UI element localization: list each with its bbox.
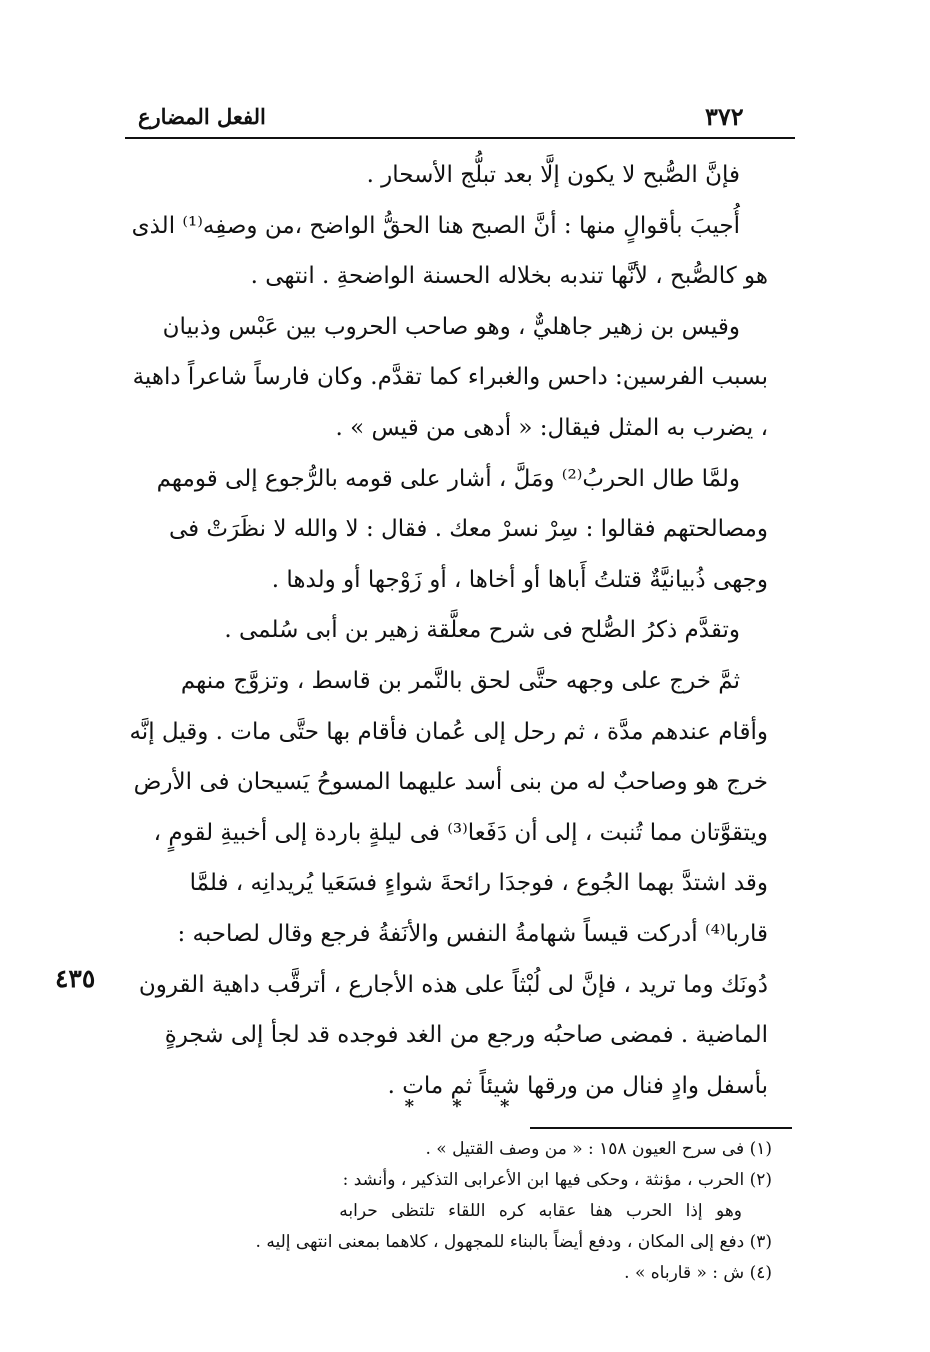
footnote-3: (٣) دفع إلى المكان ، ودفع أيضاً بالبناء للمجهول ، كلاهما بمعنى انتهى إليه . xyxy=(255,1232,772,1252)
paragraph-2: أُجيبَ بأقوالٍ منها : أنَّ الصبح هنا الحقُّ الواضح ،من وصفِه⁽¹⁾ الذى هو كالصُّبح ، لأنَّها تندبه بخلاله الحسنة الواضحةِ . انتهى . xyxy=(131,212,768,290)
footnote-4: (٤) ش : « قارباه » . xyxy=(624,1263,772,1283)
paragraph-5: وتقدَّم ذكرُ الصُّلح فى شرح معلَّقة زهير بن أبى سُلمى . xyxy=(224,617,740,644)
footnote-1: (١) فى سرح العيون ١٥٨ : « من وصف القتيل » . xyxy=(425,1139,772,1159)
paragraph-1: فإنَّ الصُّبح لا يكون إلَّا بعد تبلُّج الأسحار . xyxy=(366,162,740,188)
margin-page-number: ٤٣٥ xyxy=(55,964,96,993)
paragraph-3: وقيس بن زهير جاهليٌّ ، وهو صاحب الحروب بين عَبْس وذبيان بسبب الفرسين: داحس والغبراء كما تقدَّم. وكان فارساً شاعراً داهية ، يضرب به المثل فيقال: « أدهى من قيس » . xyxy=(132,313,768,441)
running-title: الفعل المضارع xyxy=(138,104,266,129)
paragraph-4: ولمَّا طال الحربُ⁽²⁾ ومَلَّ ، أشار على قومه بالرُّجوع إلى قومهم ومصالحتهم فقالوا : سِرْ نسرْ معك . فقال : لا والله لا نظَرَتْ فى وجهى ذُبيانيَّةٌ قتلتُ أَباها أو أخاها ، أو زَوْجها أو ولدها . xyxy=(156,465,768,593)
footnote-2: (٢) الحرب ، مؤنثة ، وحكى فيها ابن الأعرابى التذكير ، وأنشد : xyxy=(342,1170,772,1190)
footnote-verse: وهو إذا الحرب هفا عقابه كره اللقاء تلتظى حرابه xyxy=(339,1201,742,1221)
page-number: ٣٧٢ xyxy=(705,102,744,131)
header-rule xyxy=(125,137,795,139)
footnotes xyxy=(160,1134,772,1289)
section-separator: * * * xyxy=(404,1096,526,1117)
footnote-rule xyxy=(530,1127,792,1129)
main-text xyxy=(128,150,768,1111)
paragraph-6: ثمَّ خرج على وجهه حتَّى لحق بالنَّمر بن قاسط ، وتزوَّج منهم وأقام عندهم مدَّة ، ثم رحل إلى عُمان فأقام بها حتَّى مات . وقيل إنَّه خرج هو وصاحبٌ له من بنى أسد عليهما المسوحُ يَسيحان فى الأرض ويتقوَّتان مما تُنبت ، إلى أن دَفَعا⁽³⁾ فى ليلةٍ باردة إلى أخبيةِ لقومٍ ، وقد اشتدَّ بهما الجُوع ، فوجدَا رائحةَ شواءٍ فسَعَيا يُريدانِه ، فلمَّا قاربا⁽⁴⁾ أدركت قيساً شهامةُ النفس والأنَفةُ فرجع وقال لصاحبه : دُونَك وما تريد ، فإنَّ لى لُبْثاً على هذه الأجارع ، أترقَّب داهية القرون الماضية . فمضى صاحبُه ورجع من الغد فوجده قد لجأ إلى شجرةٍ بأسفل وادٍ فنال من ورقها شيئاً ثم مات . xyxy=(129,667,768,1099)
